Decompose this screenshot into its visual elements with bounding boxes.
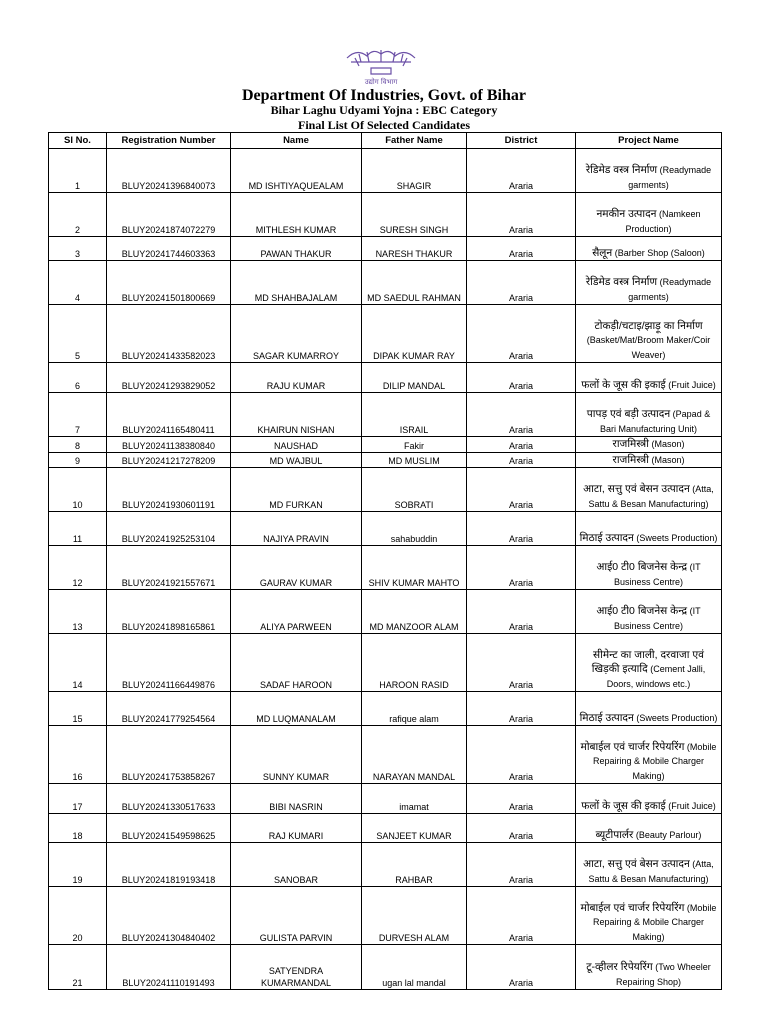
project-name-english: (Fruit Juice)	[668, 800, 716, 811]
cell-district: Araria	[467, 814, 576, 843]
project-name-english: (Fruit Juice)	[668, 379, 716, 390]
cell-sl-no: 2	[49, 193, 107, 237]
govt-emblem-logo	[337, 44, 425, 86]
project-name-english: (Sweets Production)	[636, 532, 718, 543]
project-name-hindi: फलों के जूस की इकाई	[581, 378, 666, 391]
table-row	[49, 237, 722, 261]
cell-registration-number: BLUY20241744603363	[107, 237, 231, 261]
cell-project-name	[576, 692, 722, 726]
project-name-english: (Mason)	[651, 439, 685, 449]
project-name-english: (Two Wheeler Repairing Shop)	[615, 962, 711, 987]
table-row	[49, 393, 722, 437]
cell-registration-number: BLUY20241165480411	[107, 393, 231, 437]
cell-name: MD FURKAN	[231, 468, 362, 512]
cell-registration-number: BLUY20241304840402	[107, 887, 231, 945]
cell-registration-number: BLUY20241921557671	[107, 546, 231, 590]
table-row	[49, 193, 722, 237]
cell-registration-number: BLUY20241217278209	[107, 452, 231, 468]
department-title: Department Of Industries, Govt. of Bihar	[242, 87, 526, 104]
cell-name: BIBI NASRIN	[231, 784, 362, 814]
cell-name: SAGAR KUMARROY	[231, 305, 362, 363]
cell-project-name	[576, 193, 722, 237]
cell-sl-no: 10	[49, 468, 107, 512]
table-row	[49, 437, 722, 453]
table-row	[49, 887, 722, 945]
table-row	[49, 945, 722, 990]
project-name-english: (IT Business Centre)	[613, 606, 701, 631]
cell-district: Araria	[467, 305, 576, 363]
project-name-hindi: सैलून	[592, 246, 613, 259]
project-name-hindi: आटा, सत्तु एवं बेसन उत्पादन	[583, 858, 690, 870]
project-name-hindi: फलों के जूस की इकाई	[581, 799, 666, 812]
cell-registration-number: BLUY20241819193418	[107, 843, 231, 887]
cell-name: MITHLESH KUMAR	[231, 193, 362, 237]
cell-registration-number: BLUY20241293829052	[107, 363, 231, 393]
cell-registration-number: BLUY20241330517633	[107, 784, 231, 814]
cell-project-name	[576, 590, 722, 634]
cell-father-name: DIPAK KUMAR RAY	[362, 305, 467, 363]
project-name-hindi: राजमिस्त्री	[612, 438, 649, 450]
cell-district: Araria	[467, 261, 576, 305]
cell-sl-no: 19	[49, 843, 107, 887]
cell-project-name	[576, 546, 722, 590]
col-header-sl-no: Sl No.	[49, 133, 107, 149]
table-body	[49, 149, 722, 990]
project-name-english: (Cement Jalli, Doors, windows etc.)	[606, 664, 706, 689]
cell-sl-no: 5	[49, 305, 107, 363]
cell-registration-number: BLUY20241925253104	[107, 512, 231, 546]
table-row	[49, 726, 722, 784]
cell-project-name	[576, 814, 722, 843]
table-row	[49, 814, 722, 843]
col-header-project-name: Project Name	[576, 133, 722, 149]
emblem-caption: उद्योग विभाग	[364, 78, 398, 86]
cell-name: MD SHAHBAJALAM	[231, 261, 362, 305]
cell-district: Araria	[467, 726, 576, 784]
project-name-hindi: आई0 टी0 बिजनेस केन्द्र	[596, 605, 688, 617]
cell-father-name: rafique alam	[362, 692, 467, 726]
cell-district: Araria	[467, 193, 576, 237]
table-header-row	[49, 133, 722, 149]
project-name-hindi: आई0 टी0 बिजनेस केन्द्र	[596, 561, 688, 573]
project-name-english: (Barber Shop (Saloon)	[614, 247, 705, 258]
cell-father-name: DURVESH ALAM	[362, 887, 467, 945]
table-row	[49, 305, 722, 363]
cell-district: Araria	[467, 512, 576, 546]
cell-district: Araria	[467, 590, 576, 634]
col-header-registration-number: Registration Number	[107, 133, 231, 149]
cell-project-name	[576, 887, 722, 945]
project-name-english: (Mobile Repairing & Mobile Charger Making)	[592, 902, 717, 942]
cell-sl-no: 11	[49, 512, 107, 546]
cell-district: Araria	[467, 149, 576, 193]
cell-father-name: SANJEET KUMAR	[362, 814, 467, 843]
cell-project-name	[576, 784, 722, 814]
cell-district: Araria	[467, 634, 576, 692]
project-name-english: (Mobile Repairing & Mobile Charger Making)	[592, 741, 717, 781]
table-row	[49, 634, 722, 692]
project-name-english: (Sweets Production)	[636, 712, 718, 723]
cell-project-name	[576, 634, 722, 692]
cell-name: SANOBAR	[231, 843, 362, 887]
cell-name: ALIYA PARWEEN	[231, 590, 362, 634]
cell-father-name: HAROON RASID	[362, 634, 467, 692]
list-title: Final List Of Selected Candidates	[297, 118, 470, 132]
cell-name: MD LUQMANALAM	[231, 692, 362, 726]
project-name-hindi: राजमिस्त्री	[612, 453, 649, 466]
cell-project-name	[576, 843, 722, 887]
table-row	[49, 149, 722, 193]
project-name-hindi: रेडिमेड वस्त्र निर्माण	[585, 276, 658, 288]
cell-project-name	[576, 149, 722, 193]
project-name-hindi: मिठाई उत्पादन	[579, 531, 634, 544]
project-name-hindi: मोबाईल एवं चार्जर रिपेयरिंग	[580, 901, 685, 914]
cell-sl-no: 21	[49, 945, 107, 990]
cell-registration-number: BLUY20241898165861	[107, 590, 231, 634]
project-name-english: (Namkeen Production)	[625, 209, 701, 234]
cell-father-name: ugan lal mandal	[362, 945, 467, 990]
cell-sl-no: 8	[49, 437, 107, 453]
project-name-hindi: मोबाईल एवं चार्जर रिपेयरिंग	[580, 740, 685, 753]
cell-district: Araria	[467, 393, 576, 437]
project-name-english: (Basket/Mat/Broom Maker/Coir Weaver)	[586, 335, 711, 360]
cell-name: NAUSHAD	[231, 437, 362, 453]
cell-project-name	[576, 437, 722, 453]
project-name-hindi: सीमेन्ट का जाली, दरवाजा एवं खिड़की इत्यादि	[591, 648, 704, 675]
cell-registration-number: BLUY20241138380840	[107, 437, 231, 453]
cell-name: MD ISHTIYAQUEALAM	[231, 149, 362, 193]
cell-father-name: MD MUSLIM	[362, 452, 467, 468]
cell-district: Araria	[467, 887, 576, 945]
cell-project-name	[576, 261, 722, 305]
cell-project-name	[576, 512, 722, 546]
cell-father-name: MD MANZOOR ALAM	[362, 590, 467, 634]
table-row	[49, 468, 722, 512]
cell-district: Araria	[467, 237, 576, 261]
project-name-english: (Readymade garments)	[628, 165, 712, 190]
table-row	[49, 546, 722, 590]
table-row	[49, 590, 722, 634]
cell-registration-number: BLUY20241433582023	[107, 305, 231, 363]
table-row	[49, 261, 722, 305]
table-row	[49, 512, 722, 546]
project-name-hindi: ब्यूटीपार्लर	[595, 828, 634, 841]
cell-registration-number: BLUY20241396840073	[107, 149, 231, 193]
cell-sl-no: 1	[49, 149, 107, 193]
table-row	[49, 452, 722, 468]
cell-sl-no: 13	[49, 590, 107, 634]
col-header-name: Name	[231, 133, 362, 149]
cell-sl-no: 12	[49, 546, 107, 590]
cell-district: Araria	[467, 546, 576, 590]
cell-registration-number: BLUY20241753858267	[107, 726, 231, 784]
cell-name: KHAIRUN NISHAN	[231, 393, 362, 437]
cell-father-name: SHIV KUMAR MAHTO	[362, 546, 467, 590]
project-name-hindi: आटा, सत्तु एवं बेसन उत्पादन	[583, 483, 690, 495]
project-name-english: (Beauty Parlour)	[635, 829, 702, 840]
project-name-hindi: नमकीन उत्पादन	[596, 208, 657, 220]
cell-project-name	[576, 393, 722, 437]
project-name-english: (Readymade garments)	[628, 277, 712, 302]
cell-name: NAJIYA PRAVIN	[231, 512, 362, 546]
table-row	[49, 363, 722, 393]
cell-name: GAURAV KUMAR	[231, 546, 362, 590]
cell-father-name: SOBRATI	[362, 468, 467, 512]
cell-district: Araria	[467, 784, 576, 814]
cell-father-name: SURESH SINGH	[362, 193, 467, 237]
cell-sl-no: 16	[49, 726, 107, 784]
cell-registration-number: BLUY20241501800669	[107, 261, 231, 305]
scheme-title: Bihar Laghu Udyami Yojna : EBC Category	[270, 103, 498, 117]
project-name-hindi: रेडिमेड वस्त्र निर्माण	[585, 164, 658, 176]
cell-sl-no: 17	[49, 784, 107, 814]
cell-father-name: SHAGIR	[362, 149, 467, 193]
col-header-district: District	[467, 133, 576, 149]
project-name-english: (Atta, Sattu & Besan Manufacturing)	[588, 484, 714, 509]
cell-name: SATYENDRA KUMARMANDAL	[231, 945, 362, 990]
cell-father-name: NARESH THAKUR	[362, 237, 467, 261]
cell-registration-number: BLUY20241874072279	[107, 193, 231, 237]
cell-registration-number: BLUY20241166449876	[107, 634, 231, 692]
table-row	[49, 692, 722, 726]
cell-sl-no: 7	[49, 393, 107, 437]
cell-district: Araria	[467, 437, 576, 453]
cell-name: PAWAN THAKUR	[231, 237, 362, 261]
cell-sl-no: 3	[49, 237, 107, 261]
cell-father-name: Fakir	[362, 437, 467, 453]
cell-registration-number: BLUY20241110191493	[107, 945, 231, 990]
cell-name: SUNNY KUMAR	[231, 726, 362, 784]
project-name-english: (IT Business Centre)	[613, 562, 701, 587]
cell-name: SADAF HAROON	[231, 634, 362, 692]
cell-sl-no: 14	[49, 634, 107, 692]
project-name-english: (Mason)	[651, 454, 685, 465]
cell-project-name	[576, 237, 722, 261]
cell-registration-number: BLUY20241549598625	[107, 814, 231, 843]
project-name-hindi: टोकड़ी/चटाइ/झाड़ू का निर्माण	[594, 319, 703, 332]
cell-district: Araria	[467, 692, 576, 726]
cell-project-name	[576, 945, 722, 990]
project-name-hindi: पापड़ एवं बड़ी उत्पादन	[586, 408, 671, 420]
cell-sl-no: 6	[49, 363, 107, 393]
cell-registration-number: BLUY20241930601191	[107, 468, 231, 512]
project-name-english: (Papad & Bari Manufacturing Unit)	[599, 409, 711, 434]
cell-project-name	[576, 468, 722, 512]
cell-father-name: DILIP MANDAL	[362, 363, 467, 393]
cell-name: GULISTA PARVIN	[231, 887, 362, 945]
candidates-table	[48, 132, 722, 990]
cell-project-name	[576, 363, 722, 393]
cell-project-name	[576, 452, 722, 468]
cell-father-name: RAHBAR	[362, 843, 467, 887]
cell-father-name: MD SAEDUL RAHMAN	[362, 261, 467, 305]
cell-name: MD WAJBUL	[231, 452, 362, 468]
cell-project-name	[576, 726, 722, 784]
cell-sl-no: 9	[49, 452, 107, 468]
cell-name: RAJ KUMARI	[231, 814, 362, 843]
cell-district: Araria	[467, 468, 576, 512]
cell-sl-no: 15	[49, 692, 107, 726]
project-name-hindi: मिठाई उत्पादन	[579, 711, 634, 724]
cell-district: Araria	[467, 945, 576, 990]
cell-district: Araria	[467, 363, 576, 393]
cell-sl-no: 20	[49, 887, 107, 945]
table-row	[49, 784, 722, 814]
cell-father-name: NARAYAN MANDAL	[362, 726, 467, 784]
cell-sl-no: 4	[49, 261, 107, 305]
cell-father-name: sahabuddin	[362, 512, 467, 546]
cell-project-name	[576, 305, 722, 363]
col-header-father-name: Father Name	[362, 133, 467, 149]
cell-sl-no: 18	[49, 814, 107, 843]
project-name-hindi: टू-व्हीलर रिपेयरिंग	[586, 961, 653, 973]
table-row	[49, 843, 722, 887]
project-name-english: (Atta, Sattu & Besan Manufacturing)	[588, 859, 714, 884]
cell-father-name: imamat	[362, 784, 467, 814]
cell-registration-number: BLUY20241779254564	[107, 692, 231, 726]
cell-district: Araria	[467, 452, 576, 468]
cell-father-name: ISRAIL	[362, 393, 467, 437]
cell-district: Araria	[467, 843, 576, 887]
cell-name: RAJU KUMAR	[231, 363, 362, 393]
